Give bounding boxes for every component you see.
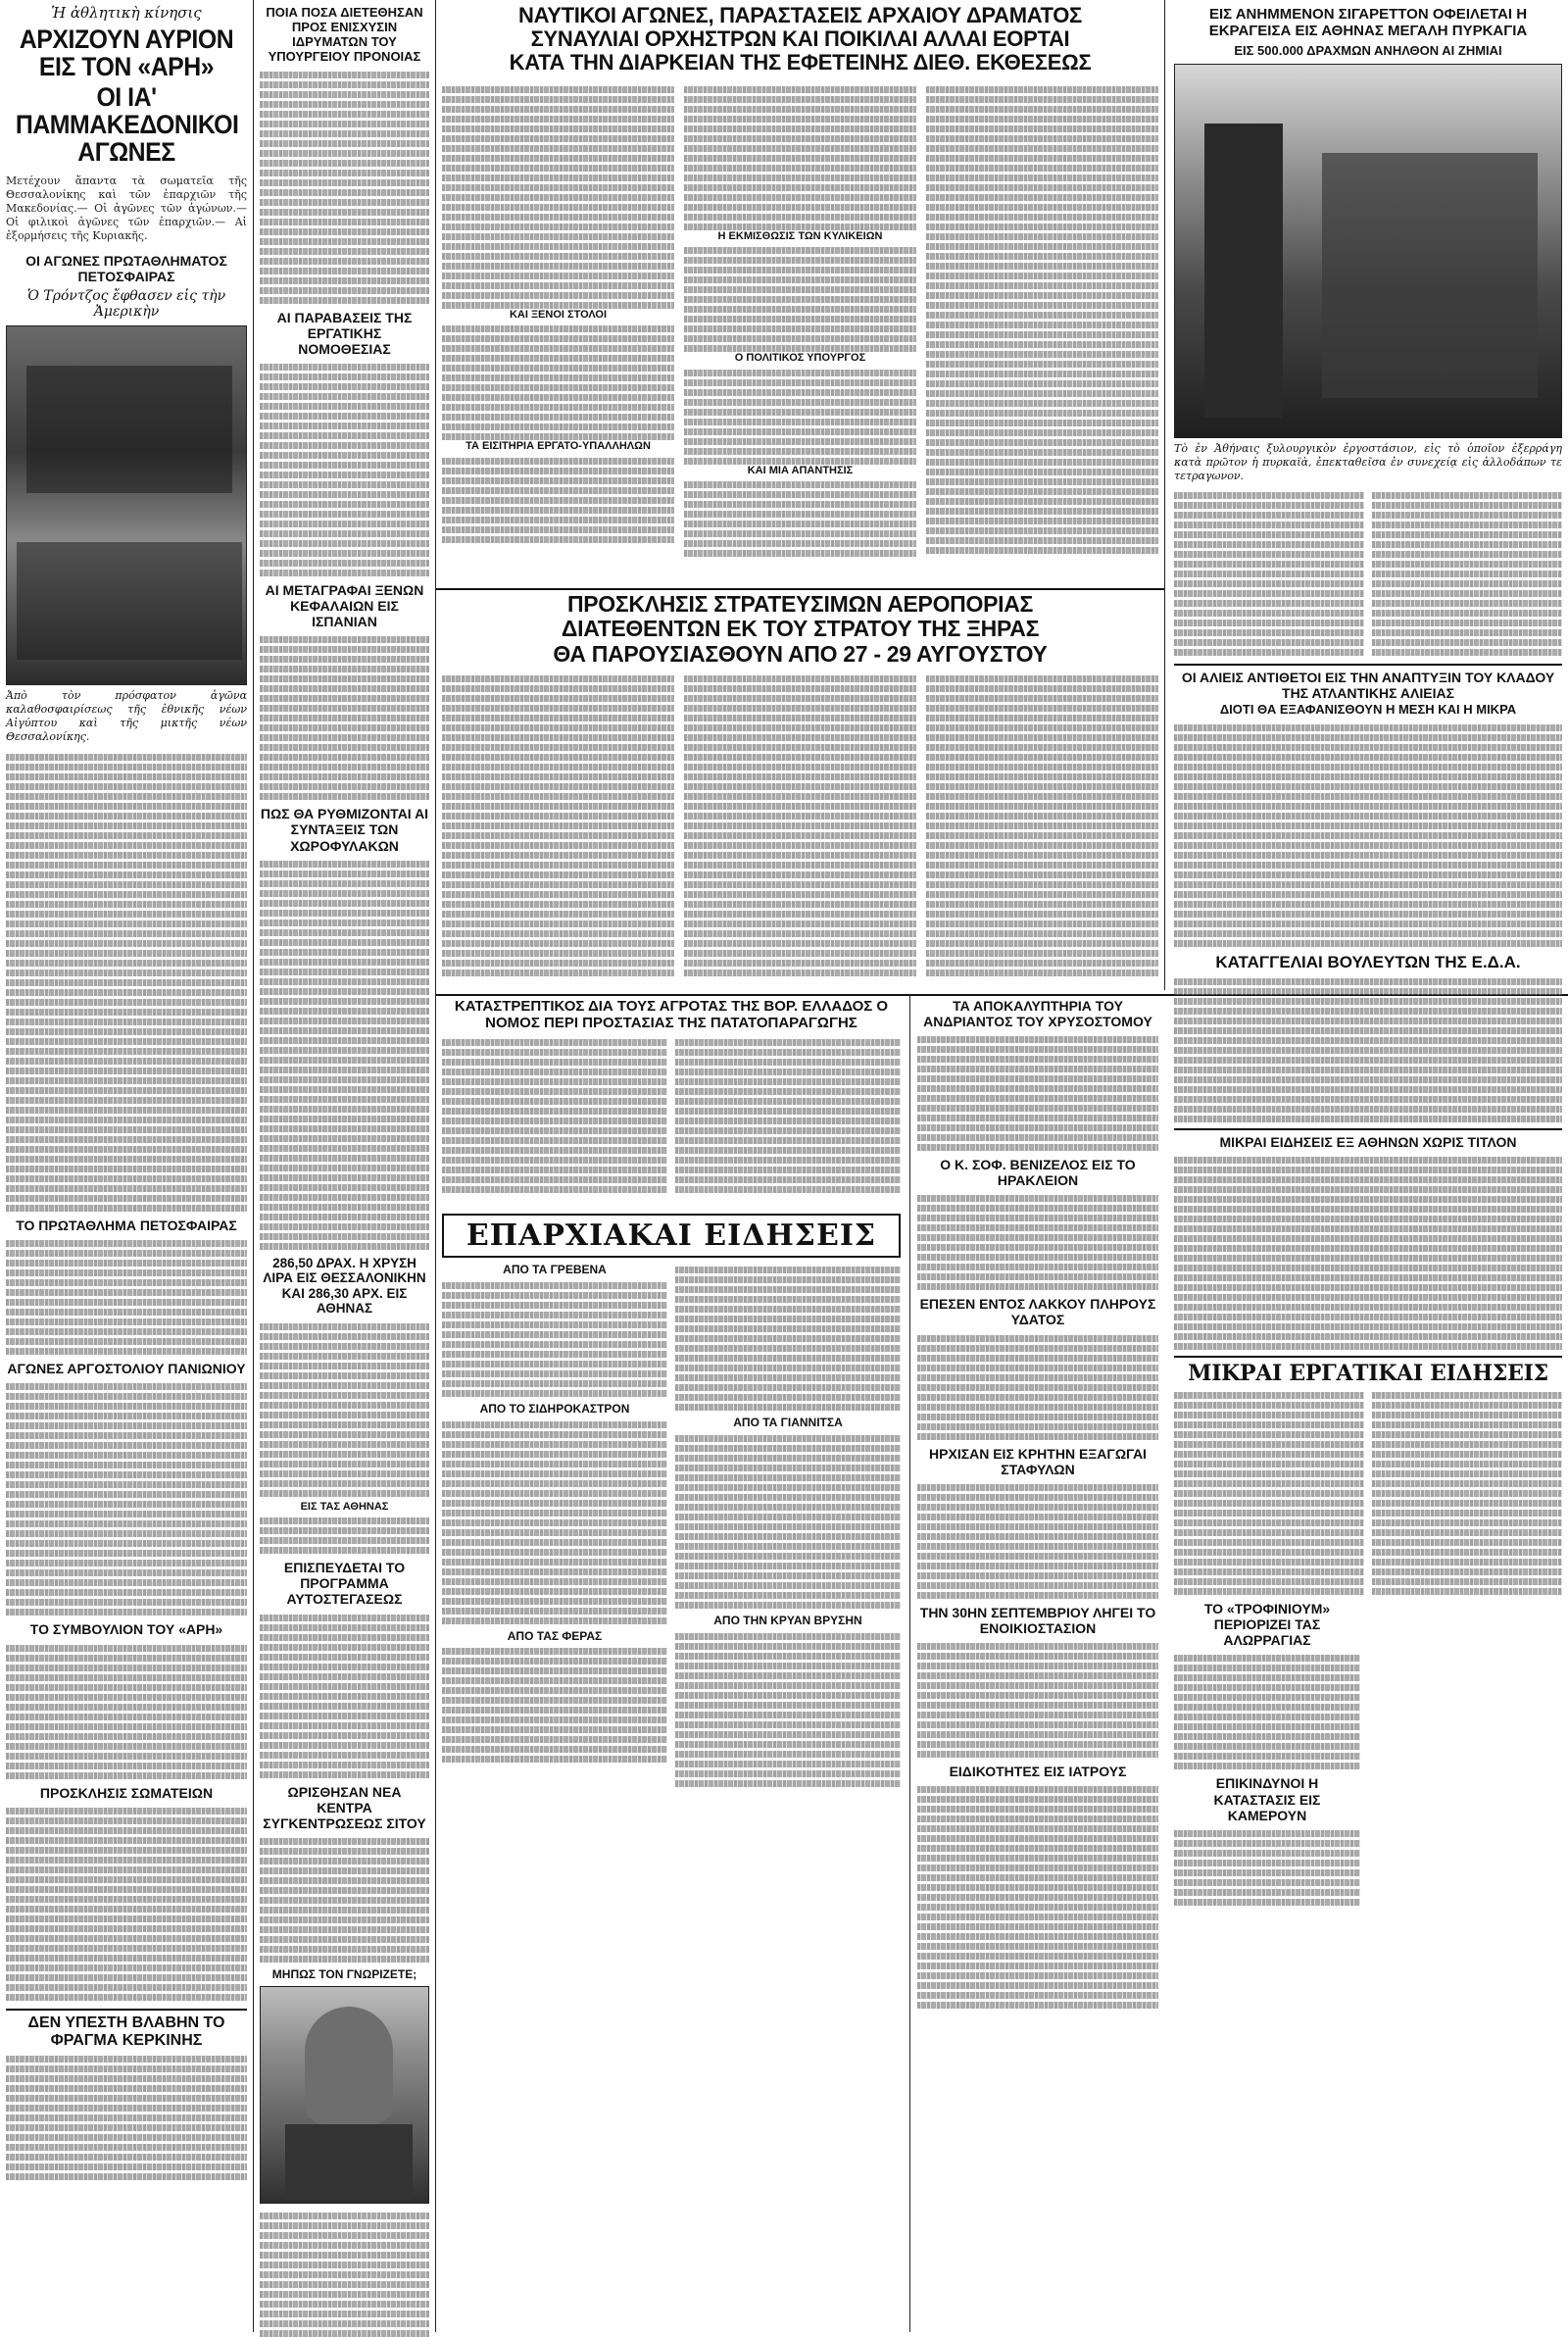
fell-in-pit-headline: ΕΠΕΣΕΝ ΕΝΤΟΣ ΛΑΚΚΟΥ ΠΛΗΡΟΥΣ ΥΔΑΤΟΣ <box>919 1296 1156 1328</box>
welfare-headline: ΠΟΙΑ ΠΟΣΑ ΔΙΕΤΕΘΗΣΑΝ ΠΡΟΣ ΕΝΙΣΧΥΣΙΝ ΙΔΡΥΜΑΤΩΝ ΤΟΥ ΥΠΟΥΡΓΕΙΟΥ ΠΡΟΝΟΙΑΣ <box>266 5 423 64</box>
labor-violations-headline: ΑΙ ΠΑΡΑΒΑΣΕΙΣ ΤΗΣ ΕΡΓΑΤΙΚΗΣ ΝΟΜΟΘΕΣΙΑΣ <box>276 309 413 357</box>
eda-deputies-text <box>1174 975 1562 1122</box>
portrait-photo <box>260 1986 429 2204</box>
venizelos-headline: Ο Κ. ΣΟΦ. ΒΕΝΙΖΕΛΟΣ ΕΙΣ ΤΟ ΗΡΑΚΛΕΙΟΝ <box>940 1157 1136 1189</box>
airforce-banner-1: ΠΡΟΣΚΛΗΣΙΣ ΣΤΡΑΤΕΥΣΙΜΩΝ ΑΕΡΟΠΟΡΙΑΣ <box>566 591 1034 617</box>
sports-article-text <box>6 1805 247 2001</box>
prov-feres: ΑΠΟ ΤΑΣ ΦΕΡΑΣ <box>507 1628 603 1643</box>
right-column <box>1168 0 1568 2332</box>
labor-violations-text <box>260 361 429 576</box>
cameroon-text <box>1174 1827 1360 1906</box>
fire-photo <box>1174 64 1562 438</box>
exhibition-text <box>442 83 674 309</box>
airforce-names-list <box>442 672 674 976</box>
fell-in-pit-text <box>917 1332 1158 1440</box>
prov-text <box>442 1418 667 1624</box>
sports-section-invitation: ΠΡΟΣΚΛΗΣΙΣ ΣΩΜΑΤΕΙΩΝ <box>39 1784 214 1801</box>
market-title: ΕΙΣ ΤΑΣ ΑΘΗΝΑΣ <box>300 1500 389 1513</box>
gold-sovereign-text <box>260 1320 429 1497</box>
venizelos-text <box>917 1192 1158 1290</box>
crete-news-column <box>911 998 1164 2332</box>
trofinium-headline: ΤΟ «ΤΡΟΦΙΝΙΟΥΜ» ΠΕΡΙΟΡΙΖΕΙ ΤΑΣ ΑΛΩΡΡΑΓΙΑΣ <box>1203 1601 1331 1649</box>
self-housing-text <box>260 1612 429 1778</box>
statue-unveiling-headline: ΤΑ ΑΠΟΚΑΛΥΠΤΗΡΙΑ ΤΟΥ ΑΝΔΡΙΑΝΤΟΣ ΤΟΥ ΧΡΥΣΟΣΤΟΜΟΥ <box>923 998 1152 1030</box>
prov-text <box>442 1645 667 1763</box>
airforce-banner-3: ΘΑ ΠΑΡΟΥΣΙΑΣΘΟΥΝ ΑΠΟ 27 - 29 ΑΥΓΟΥΣΤΟΥ <box>553 640 1048 667</box>
eda-deputies-headline: ΚΑΤΑΓΓΕΛΙΑΙ ΒΟΥΛΕΥΤΩΝ ΤΗΣ Ε.Δ.Α. <box>1215 952 1521 971</box>
kerkini-article-text <box>6 2053 247 2180</box>
fishermen-text <box>1174 721 1562 947</box>
statue-text <box>917 1033 1158 1151</box>
exhibition-text <box>684 478 916 557</box>
political-minister-subhead: Ο ΠΟΛΙΤΙΚΟΣ ΥΠΟΥΡΓΟΣ <box>734 352 866 365</box>
exhibition-text <box>442 323 674 440</box>
column-rule <box>909 994 910 2332</box>
sports-article-text <box>6 751 247 1212</box>
potato-law-text <box>675 1036 901 1193</box>
worker-tickets-subhead: ΤΑ ΕΙΣΙΤΗΡΙΑ ΕΡΓΑΤΟ-ΥΠΑΛΛΗΛΩΝ <box>466 440 651 453</box>
gold-sovereign-headline: 286,50 ΔΡΑΧ. Η ΧΡΥΣΗ ΛΙΡΑ ΕΙΣ ΘΕΣΣΑΛΟΝΙΚΗΝ ΚΑΙ 286,30 ΑΡΧ. ΕΙΣ ΑΘΗΝΑΣ <box>263 1255 426 1317</box>
photo-figure <box>26 366 232 493</box>
fire-photo-caption: Τὸ ἐν Ἀθήναις ξυλουργικὸν ἐργοστάσιον, εἰς τὸ ὁποῖον ἐξερράγη κατὰ πρῶτον ἡ πυρκαϊὰ, ἐπεκταθεῖσα ἐν συνεχείᾳ εἰς ἀλλοδάπων τε τετραγωνον. <box>1174 442 1562 482</box>
doctors-specialties-headline: ΕΙΔΙΚΟΤΗΤΕΣ ΕΙΣ ΙΑΤΡΟΥΣ <box>949 1763 1127 1779</box>
one-answer-subhead: ΚΑΙ ΜΙΑ ΑΠΑΝΤΗΣΙΣ <box>747 464 854 476</box>
grape-exports-text <box>917 1481 1158 1599</box>
exhibition-text <box>684 244 916 352</box>
cameroon-headline: ΕΠΙΚΙΝΔΥΝΟΙ Η ΚΑΤΑΣΤΑΣΙΣ ΕΙΣ ΚΑΜΕΡΟΥΝ <box>1213 1775 1321 1823</box>
provincial-block <box>436 1208 906 2332</box>
sports-lead: Μετέχουν ἅπαντα τὰ σωματεῖα τῆς Θεσσαλονίκης καὶ τῶν ἐπαρχιῶν τῆς Μακεδονίας.— Οἱ ἀγῶνες τῶν ἀγώνων.— Οἱ φιλικοὶ ἀγῶνες τῶν ἐπαρχιῶν.— Αἱ ἐξορμήσεις τῆς Κυριακῆς. <box>6 174 247 243</box>
fishermen-headline: ΟΙ ΑΛΙΕΙΣ ΑΝΤΙΘΕΤΟΙ ΕΙΣ ΤΗΝ ΑΝΑΠΤΥΞΙΝ ΤΟΥ ΚΛΑΔΟΥ ΤΗΣ ΑΤΛΑΝΤΙΚΗΣ ΑΛΙΕΙΑΣ <box>1174 664 1562 701</box>
grain-centers-headline: ΩΡΙΣΘΗΣΑΝ ΝΕΑ ΚΕΝΤΡΑ ΣΥΓΚΕΝΤΡΩΣΕΩΣ ΣΙΤΟΥ <box>263 1783 426 1831</box>
labor-briefs-headline: ΜΙΚΡΑΙ ΕΡΓΑΤΙΚΑΙ ΕΙΔΗΣΕΙΣ <box>1174 1356 1562 1385</box>
sports-section-volleyball: ΤΟ ΠΡΩΤΑΘΛΗΜΑ ΠΕΤΟΣΦΑΙΡΑΣ <box>16 1218 237 1234</box>
prov-text <box>675 1432 901 1609</box>
sports-photo-caption: Ἀπὸ τὸν πρόσφατον ἀγῶνα καλαθοσφαιρίσεως τῆς ἐθνικῆς νέων Αἰγύπτου καὶ τῆς μικτῆς νέων Θεσσαλονίκης. <box>6 689 247 743</box>
rent-control-text <box>917 1640 1158 1758</box>
fishermen-subheadline: ΔΙΟΤΙ ΘΑ ΕΞΑΦΑΝΙΣΘΟΥΝ Η ΜΕΣΗ ΚΑΙ Η ΜΙΚΡΑ <box>1219 701 1517 717</box>
prov-text <box>675 1630 901 1787</box>
spain-capital-text <box>260 633 429 800</box>
doctors-text <box>917 1783 1158 2009</box>
prov-grevena: ΑΠΟ ΤΑ ΓΡΕΒΕΝΑ <box>503 1263 607 1276</box>
gendarmes-pensions-text <box>260 858 429 1250</box>
rent-control-headline: ΤΗΝ 30ΗΝ ΣΕΠΤΕΜΒΡΙΟΥ ΛΗΓΕΙ ΤΟ ΕΝΟΙΚΙΟΣΤΑΣΙΟΝ <box>919 1604 1156 1636</box>
exhibition-text <box>926 83 1158 652</box>
grain-centers-text <box>260 1835 429 1963</box>
sports-section-council: ΤΟ ΣΥΜΒΟΥΛΙΟΝ ΤΟΥ «ΑΡΗ» <box>29 1621 223 1638</box>
provincial-news-title: ΕΠΑΡΧΙΑΚΑΙ ΕΙΔΗΣΕΙΣ <box>442 1214 901 1258</box>
sports-headline-2: ΟΙ ΙΑ' ΠΑΜΜΑΚΕΔΟΝΙΚΟΙ ΑΓΩΝΕΣ <box>15 81 239 168</box>
canteens-subhead: Η ΕΚΜΙΣΘΩΣΙΣ ΤΩΝ ΚΥΛΙΚΕΙΩΝ <box>717 229 883 242</box>
prov-kryavrysi: ΑΠΟ ΤΗΝ ΚΡΥΑΝ ΒΡΥΣΗΝ <box>713 1613 862 1627</box>
spain-capital-headline: ΑΙ ΜΕΤΑΓΡΑΦΑΙ ΞΕΝΩΝ ΚΕΦΑΛΑΙΩΝ ΕΙΣ ΙΣΠΑΝΙΑΝ <box>265 582 424 630</box>
grape-exports-headline: ΗΡΧΙΣΑΝ ΕΙΣ ΚΡΗΤΗΝ ΕΞΑΓΩΓΑΙ ΣΤΑΦΥΛΩΝ <box>929 1445 1147 1477</box>
airforce-block <box>436 592 1164 994</box>
sports-kicker: Ἡ ἀθλητικὴ κίνησις <box>51 4 202 22</box>
prov-giannitsa: ΑΠΟ ΤΑ ΓΙΑΝΝΙΤΣΑ <box>733 1416 843 1429</box>
sports-subhead: ΟΙ ΑΓΩΝΕΣ ΠΡΩΤΑΘΛΗΜΑΤΟΣ ΠΕΤΟΣΦΑΙΡΑΣ <box>25 253 227 285</box>
sports-article-text <box>6 1380 247 1616</box>
portrait-caption-text <box>260 2210 429 2337</box>
welfare-text <box>260 69 429 304</box>
potato-law-headline: ΚΑΤΑΣΤΡΕΠΤΙΚΟΣ ΔΙΑ ΤΟΥΣ ΑΓΡΟΤΑΣ ΤΗΣ ΒΟΡ. ΕΛΛΑΔΟΣ Ο ΝΟΜΟΣ ΠΕΡΙ ΠΡΟΣΤΑΣΙΑΣ ΤΗΣ ΠΑΤΑΤΟΠΑΡΑΓΩΓΗΣ <box>454 998 889 1032</box>
exhibition-banner-3: ΚΑΤΑ ΤΗΝ ΔΙΑΡΚΕΙΑΝ ΤΗΣ ΕΦΕΤΕΙΝΗΣ ΔΙΕΘ. ΕΚΘΕΣΕΩΣ <box>509 50 1092 75</box>
labor-briefs-text <box>1372 1389 1562 1595</box>
prov-text <box>442 1279 667 1397</box>
photo-figure <box>1204 124 1283 418</box>
photo-figure <box>17 542 242 660</box>
potato-law-block <box>436 998 906 1204</box>
gendarmes-pensions-headline: ΠΩΣ ΘΑ ΡΥΘΜΙΖΟΝΤΑΙ ΑΙ ΣΥΝΤΑΞΕΙΣ ΤΩΝ ΧΩΡΟΦΥΛΑΚΩΝ <box>260 806 429 854</box>
exhibition-block <box>436 0 1164 588</box>
section-rule <box>436 588 1164 590</box>
airforce-banner-2: ΔΙΑΤΕΘΕΝΤΩΝ ΕΚ ΤΟΥ ΣΤΡΑΤΟΥ ΤΗΣ ΞΗΡΑΣ <box>561 616 1040 642</box>
sports-subhead-2: Ὁ Τρόντζος ἔφθασεν εἰς τὴν Ἀμερικὴν <box>26 288 226 321</box>
athens-briefs-text <box>1174 1154 1562 1350</box>
fire-text <box>1372 489 1562 656</box>
fire-text <box>1174 489 1364 656</box>
fire-headline: ΕΙΣ ΑΝΗΜΜΕΝΟΝ ΣΙΓΑΡΕΤΤΟΝ ΟΦΕΙΛΕΤΑΙ Η ΕΚΡΑΓΕΙΣΑ ΕΙΣ ΑΘΗΝΑΣ ΜΕΓΑΛΗ ΠΥΡΚΑΓΙΑ <box>1208 6 1528 40</box>
airforce-names-list <box>926 672 1158 976</box>
trofinium-text <box>1174 1652 1360 1769</box>
foreign-fleets-subhead: ΚΑΙ ΞΕΝΟΙ ΣΤΟΛΟΙ <box>509 308 608 321</box>
portrait-figure <box>305 2007 393 2124</box>
briefs-column <box>254 0 435 2332</box>
fire-subheadline: ΕΙΣ 500.000 ΔΡΑΧΜΩΝ ΑΝΗΛΘΟΝ ΑΙ ΖΗΜΙΑΙ <box>1234 42 1502 58</box>
prov-text <box>675 1264 901 1411</box>
exhibition-banner-1: ΝΑΥΤΙΚΟΙ ΑΓΩΝΕΣ, ΠΑΡΑΣΤΑΣΕΙΣ ΑΡΧΑΙΟΥ ΔΡΑΜΑΤΟΣ <box>518 3 1082 27</box>
sports-headline-1: ΑΡΧΙΖΟΥΝ ΑΥΡΙΟΝ ΕΙΣ ΤΟΝ «ΑΡΗ» <box>19 25 234 82</box>
exhibition-text <box>684 367 916 465</box>
labor-briefs-text <box>1174 1389 1364 1595</box>
sports-column <box>0 0 253 2332</box>
exhibition-banner-2: ΣΥΝΑΥΛΙΑΙ ΟΡΧΗΣΤΡΩΝ ΚΑΙ ΠΟΙΚΙΛΑΙ ΑΛΛΑΙ ΕΟΡΤΑΙ <box>530 26 1070 52</box>
self-housing-headline: ΕΠΙΣΠΕΥΔΕΤΑΙ ΤΟ ΠΡΟΓΡΑΜΜΑ ΑΥΤΟΣΤΕΓΑΣΕΩΣ <box>283 1560 406 1608</box>
exhibition-text <box>684 83 916 230</box>
kerkini-dam-headline: ΔΕΝ ΥΠΕΣΤΗ ΒΛΑΒΗΝ ΤΟ ΦΡΑΓΜΑ ΚΕΡΚΙΝΗΣ <box>6 2009 247 2050</box>
photo-figure <box>1322 153 1538 398</box>
sports-section-argostoli: ΑΓΩΝΕΣ ΑΡΓΟΣΤΟΛΙΟΥ ΠΑΝΙΩΝΙΟΥ <box>7 1361 246 1377</box>
prov-sidirokastron: ΑΠΟ ΤΟ ΣΙΔΗΡΟΚΑΣΤΡΟΝ <box>479 1401 630 1416</box>
airforce-names-list <box>684 672 916 976</box>
market-text <box>260 1515 429 1554</box>
do-you-know-him-headline: ΜΗΠΩΣ ΤΟΝ ΓΝΩΡΙΖΕΤΕ; <box>271 1966 417 1981</box>
sports-article-text <box>6 1237 247 1355</box>
exhibition-text <box>442 455 674 543</box>
portrait-figure <box>285 2124 413 2201</box>
basketball-team-photo <box>6 325 247 685</box>
column-rule <box>1164 0 1165 990</box>
athens-briefs-headline: ΜΙΚΡΑΙ ΕΙΔΗΣΕΙΣ ΕΞ ΑΘΗΝΩΝ ΧΩΡΙΣ ΤΙΤΛΟΝ <box>1174 1128 1562 1150</box>
potato-law-text <box>442 1036 667 1193</box>
sports-article-text <box>6 1642 247 1779</box>
